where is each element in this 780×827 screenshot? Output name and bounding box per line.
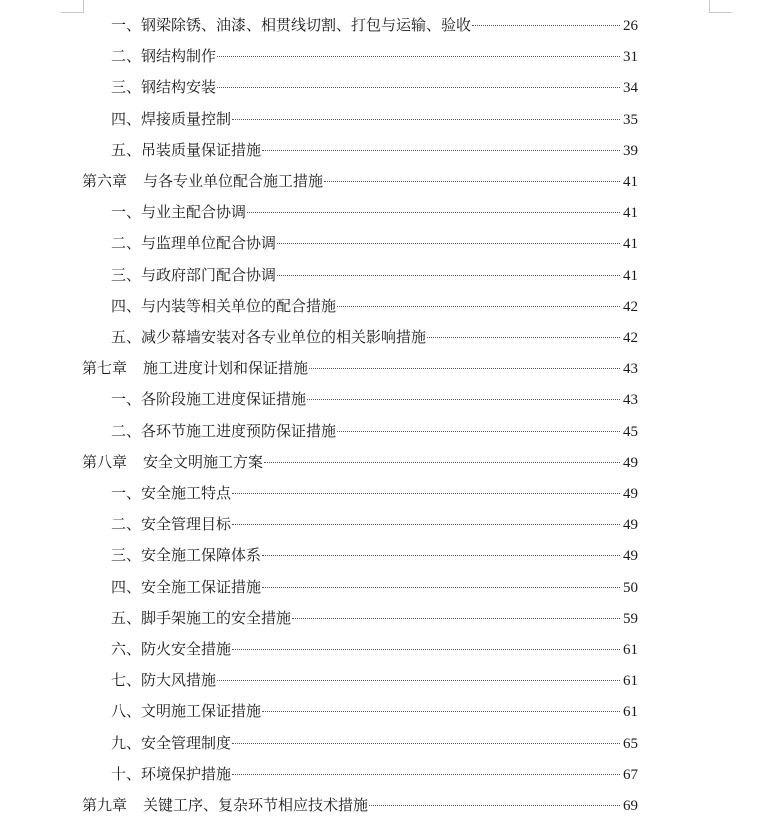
- toc-entry[interactable]: [111, 481, 638, 505]
- toc-entry-number: 一、: [111, 16, 142, 34]
- toc-page-number: 59: [623, 610, 638, 627]
- toc-page-number: 43: [623, 392, 638, 409]
- toc-entry-number: 三、: [111, 265, 142, 284]
- toc-dot-leader: [232, 742, 620, 744]
- toc-page-number: 41: [623, 174, 638, 190]
- toc-entry-text: 安全施工保障体系: [141, 546, 262, 565]
- toc-entry[interactable]: [111, 387, 638, 411]
- toc-dot-leader: [337, 305, 620, 307]
- toc-entry-title: [111, 543, 261, 567]
- toc-entry-text: 施工进度计划和保证措施: [143, 359, 309, 378]
- toc-page-number: 41: [623, 236, 638, 253]
- toc-entry-number: 五、: [111, 608, 142, 627]
- toc-entry-text: 各阶段施工进度保证措施: [141, 390, 307, 409]
- toc-dot-leader: [262, 710, 620, 712]
- toc-entry-title: [111, 668, 216, 692]
- toc-entry-text: 防火安全措施: [141, 640, 232, 658]
- toc-entry-text: 关键工序、复杂环节相应技术措施: [143, 796, 369, 814]
- toc-dot-leader: [232, 118, 620, 120]
- toc-entry[interactable]: [82, 356, 638, 380]
- toc-entry[interactable]: [111, 606, 638, 630]
- toc-entry-text: 焊接质量控制: [141, 109, 232, 128]
- toc-entry-title: [111, 731, 231, 755]
- toc-entry-title: [111, 699, 261, 723]
- toc-page-number: 34: [623, 80, 638, 97]
- toc-dot-leader: [217, 55, 620, 57]
- toc-entry[interactable]: [111, 699, 638, 723]
- toc-entry[interactable]: [111, 13, 638, 37]
- toc-dot-leader: [232, 648, 620, 650]
- toc-entry[interactable]: [82, 793, 638, 817]
- toc-entry-title: [82, 356, 308, 380]
- toc-dot-leader: [217, 679, 620, 681]
- toc-entry-text: 各环节施工进度预防保证措施: [141, 421, 337, 440]
- toc-page-number: 67: [623, 766, 638, 783]
- toc-dot-leader: [337, 430, 620, 432]
- toc-dot-leader: [262, 586, 620, 588]
- toc-entry[interactable]: [111, 44, 638, 68]
- toc-dot-leader: [232, 492, 620, 494]
- toc-entry-number: 五、: [111, 328, 142, 346]
- toc-entry-title: [111, 512, 231, 536]
- toc-entry-number: 七、: [111, 671, 142, 690]
- toc-entry[interactable]: [111, 75, 638, 99]
- toc-page-number: 42: [623, 330, 638, 346]
- toc-entry-title: [111, 762, 231, 786]
- toc-entry-number: 九、: [111, 733, 142, 752]
- toc-entry-text: 防大风措施: [141, 671, 217, 690]
- toc-page-number: 49: [623, 517, 638, 534]
- toc-entry-number: 四、: [111, 296, 142, 315]
- toc-entry-text: 与监理单位配合协调: [141, 234, 277, 253]
- toc-entry[interactable]: [111, 263, 638, 287]
- toc-dot-leader: [264, 461, 620, 463]
- toc-entry[interactable]: [82, 450, 638, 474]
- toc-entry-title: [111, 419, 336, 443]
- toc-entry-title: [111, 44, 216, 68]
- page-corner-mark-left: [61, 0, 84, 13]
- toc-entry-title: [111, 575, 261, 599]
- toc-dot-leader: [277, 242, 620, 244]
- toc-entry-title: [111, 200, 246, 224]
- toc-page-number: 61: [623, 642, 638, 658]
- toc-entry-title: [111, 481, 231, 505]
- toc-dot-leader: [262, 554, 620, 556]
- toc-entry-title: [111, 325, 426, 349]
- toc-entry-text: 钢结构安装: [141, 78, 217, 97]
- toc-dot-leader: [247, 211, 620, 213]
- toc-entry-title: [111, 387, 306, 411]
- toc-page-number: 41: [623, 205, 638, 222]
- toc-entry[interactable]: [111, 419, 638, 443]
- toc-page-number: 26: [623, 18, 638, 34]
- toc-dot-leader: [427, 336, 620, 338]
- toc-entry-number: 二、: [111, 47, 142, 66]
- toc-entry-title: [111, 231, 276, 255]
- toc-entry[interactable]: [111, 325, 638, 349]
- toc-entry[interactable]: [111, 668, 638, 692]
- toc-page-number: 45: [623, 423, 638, 440]
- toc-entry-title: [111, 13, 471, 37]
- toc-dot-leader: [307, 398, 620, 400]
- toc-dot-leader: [309, 367, 620, 369]
- toc-entry-title: [111, 637, 231, 661]
- toc-entry[interactable]: [111, 231, 638, 255]
- toc-entry-text: 吊装质量保证措施: [141, 140, 262, 159]
- toc-page-number: 39: [623, 142, 638, 159]
- toc-entry-title: [82, 793, 368, 817]
- toc-dot-leader: [277, 274, 620, 276]
- toc-dot-leader: [217, 86, 620, 88]
- toc-entry-text: 减少幕墙安装对各专业单位的相关影响措施: [141, 328, 427, 346]
- toc-entry[interactable]: [111, 512, 638, 536]
- toc-page-number: 61: [623, 704, 638, 721]
- toc-page-number: 42: [623, 298, 638, 315]
- toc-dot-leader: [292, 617, 620, 619]
- toc-page-number: 69: [623, 798, 638, 814]
- toc-page-number: 49: [623, 486, 638, 502]
- toc-entry-text: 钢结构制作: [141, 47, 217, 66]
- toc-entry-text: 安全管理制度: [141, 733, 232, 752]
- toc-page-number: 65: [623, 735, 638, 752]
- toc-entry-number: 三、: [111, 546, 142, 565]
- toc-entry-number: 十、: [111, 764, 142, 783]
- toc-page-number: 41: [623, 267, 638, 284]
- toc-entry-number: 一、: [111, 203, 142, 222]
- toc-page-number: 49: [623, 548, 638, 565]
- toc-entry-number: 二、: [111, 234, 142, 253]
- toc-entry[interactable]: [111, 637, 638, 661]
- toc-entry-title: [82, 450, 263, 474]
- toc-entry-text: 与各专业单位配合施工措施: [143, 172, 324, 190]
- toc-dot-leader: [369, 804, 620, 806]
- toc-page-number: 50: [623, 579, 638, 596]
- toc-entry[interactable]: [111, 575, 638, 599]
- toc-entry-text: 文明施工保证措施: [141, 702, 262, 721]
- toc-entry-title: [82, 169, 323, 193]
- toc-entry-number: 二、: [111, 515, 142, 534]
- toc-dot-leader: [262, 149, 620, 151]
- toc-entry-number: 三、: [111, 78, 142, 97]
- toc-entry-text: 与内装等相关单位的配合措施: [141, 296, 337, 315]
- page-corner-mark-right: [709, 0, 732, 13]
- toc-entry-number: 第七章: [82, 359, 128, 378]
- toc-entry-number: 第八章: [82, 452, 128, 471]
- toc-entry[interactable]: [111, 731, 638, 755]
- toc-entry-text: 与业主配合协调: [141, 203, 247, 222]
- toc-entry-number: 四、: [111, 577, 142, 596]
- toc-entry-text: 脚手架施工的安全措施: [141, 608, 292, 627]
- toc-entry-text: 安全管理目标: [141, 515, 232, 534]
- toc-entry-title: [111, 107, 231, 131]
- toc-page-number: 35: [623, 111, 638, 128]
- toc-entry[interactable]: [111, 138, 638, 162]
- toc-entry[interactable]: [82, 169, 638, 193]
- toc-entry-title: [111, 606, 291, 630]
- toc-entry-title: [111, 294, 336, 318]
- toc-page-number: 49: [623, 454, 638, 471]
- toc-entry-number: 二、: [111, 421, 142, 440]
- toc-entry-text: 安全施工特点: [141, 484, 232, 502]
- toc-page-number: 61: [623, 673, 638, 690]
- toc-dot-leader: [232, 523, 620, 525]
- toc-entry[interactable]: [111, 107, 638, 131]
- toc-entry-title: [111, 75, 216, 99]
- toc-entry-title: [111, 263, 276, 287]
- toc-dot-leader: [472, 24, 620, 26]
- toc-entry-number: 一、: [111, 484, 142, 502]
- toc-dot-leader: [324, 180, 620, 182]
- toc-entry-number: 四、: [111, 109, 142, 128]
- toc-page-number: 31: [623, 49, 638, 66]
- toc-entry-number: 第九章: [82, 796, 128, 814]
- toc-entry-title: [111, 138, 261, 162]
- toc-entry-text: 安全施工保证措施: [141, 577, 262, 596]
- toc-entry-number: 一、: [111, 390, 142, 409]
- toc-entry-number: 第六章: [82, 172, 128, 190]
- toc-entry[interactable]: [111, 294, 638, 318]
- toc-entry-number: 八、: [111, 702, 142, 721]
- toc-entry[interactable]: [111, 543, 638, 567]
- toc-page-number: 43: [623, 361, 638, 378]
- toc-entry-number: 六、: [111, 640, 142, 658]
- toc-entry-text: 与政府部门配合协调: [141, 265, 277, 284]
- toc-entry-text: 钢梁除锈、油漆、相贯线切割、打包与运输、验收: [141, 16, 472, 34]
- toc-entry-text: 环境保护措施: [141, 764, 232, 783]
- toc-dot-leader: [232, 773, 620, 775]
- toc-entry[interactable]: [111, 762, 638, 786]
- toc-entry-number: 五、: [111, 140, 142, 159]
- toc-entry[interactable]: [111, 200, 638, 224]
- toc-entry-text: 安全文明施工方案: [143, 452, 264, 471]
